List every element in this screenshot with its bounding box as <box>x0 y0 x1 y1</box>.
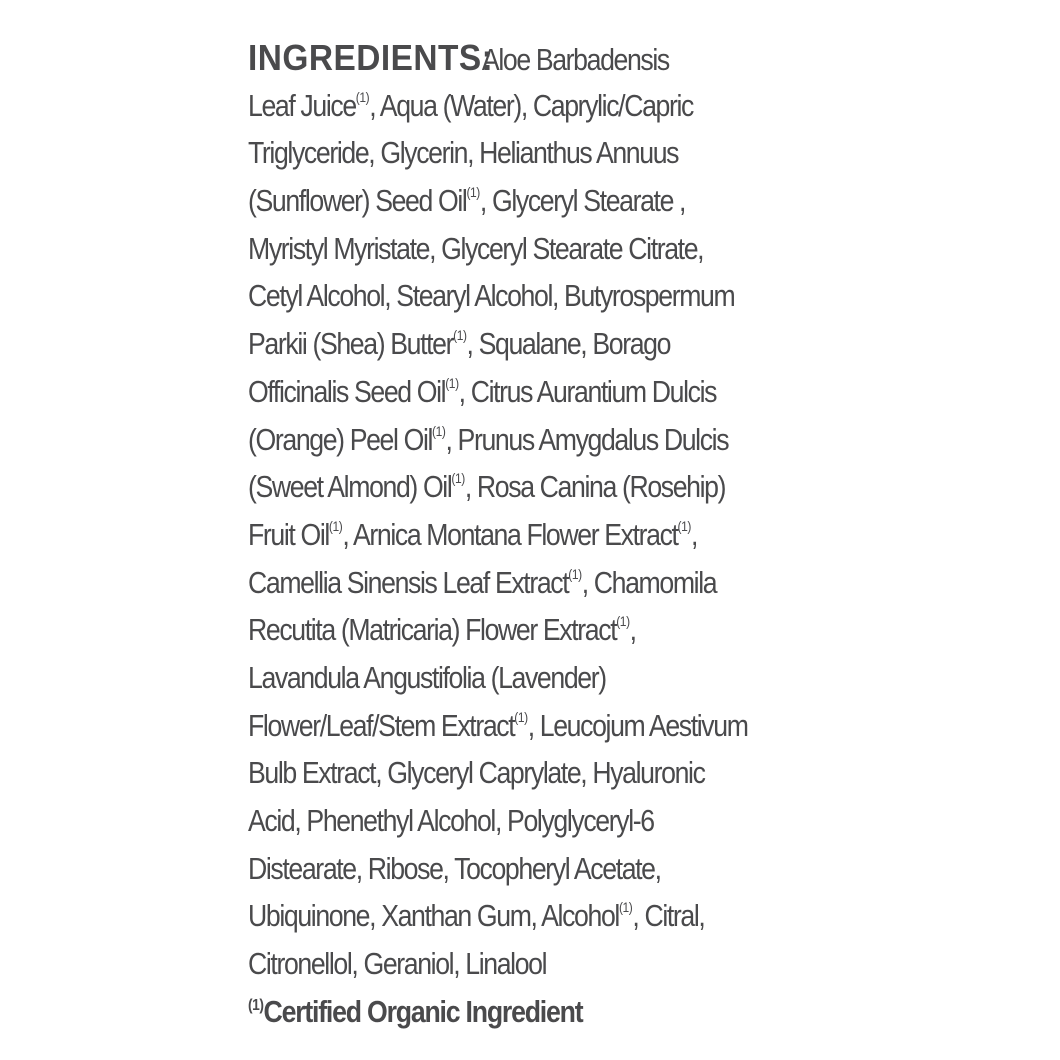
ingredient-text: , Rosa Canina (Rosehip) <box>464 469 726 505</box>
organic-marker: (1) <box>328 517 343 534</box>
ingredient-text: Officinalis Seed Oil <box>248 373 446 409</box>
ingredient-text: Fruit Oil <box>248 516 329 552</box>
ingredient-line <box>248 416 747 464</box>
ingredient-text: , Leucojum Aestivum <box>527 707 748 743</box>
ingredient-text: (Orange) Peel Oil <box>248 421 433 457</box>
ingredient-text: Parkii (Shea) Butter <box>248 326 454 362</box>
organic-marker: (1) <box>466 184 480 201</box>
ingredient-text: Recutita (Matricaria) Flower Extract <box>248 612 617 648</box>
ingredient-text: , Prunus Amygdalus Dulcis <box>445 421 729 457</box>
ingredient-text: Myristyl Myristate, Glyceryl Stearate Citrate, <box>248 230 704 266</box>
ingredient-text: Cetyl Alcohol, Stearyl Alcohol, Butyrospermum <box>248 278 735 314</box>
organic-marker: (1) <box>445 374 459 391</box>
ingredient-line <box>248 797 747 845</box>
ingredient-line <box>248 749 747 797</box>
organic-marker: (1) <box>677 517 691 534</box>
ingredient-text: Lavandula Angustifolia (Lavender) <box>248 659 606 695</box>
ingredient-text: , Aqua (Water), Caprylic/Capric <box>369 87 693 123</box>
ingredient-line <box>248 511 747 559</box>
ingredient-line <box>248 702 747 750</box>
ingredient-text: Triglyceride, Glycerin, Helianthus Annuus <box>248 135 679 171</box>
ingredient-line <box>248 654 747 702</box>
ingredient-line <box>248 606 747 654</box>
ingredient-text: Aloe Barbadensis <box>481 42 669 77</box>
ingredient-text: , <box>629 612 636 648</box>
ingredient-line <box>248 129 747 177</box>
ingredient-text: Distearate, Ribose, Tocopheryl Acetate, <box>248 850 661 886</box>
ingredient-text: , Chamomila <box>581 564 717 600</box>
ingredient-text: (Sunflower) Seed Oil <box>248 183 467 219</box>
ingredient-line <box>248 82 747 130</box>
footnote-text: Certified Organic Ingredient <box>263 993 583 1029</box>
ingredient-line <box>248 225 747 273</box>
organic-marker: (1) <box>514 708 528 725</box>
ingredient-text: , Squalane, Borago <box>466 326 671 362</box>
organic-marker: (1) <box>451 470 465 487</box>
organic-marker: (1) <box>616 613 630 630</box>
ingredient-text: Camellia Sinensis Leaf Extract <box>248 564 569 600</box>
ingredient-text: , Citral, <box>632 898 705 934</box>
ingredient-line <box>248 177 747 225</box>
ingredient-line <box>248 34 747 82</box>
ingredient-text: , Arnica Montana Flower Extract <box>342 516 678 552</box>
footnote-marker: (1) <box>248 996 264 1014</box>
organic-marker: (1) <box>453 327 467 344</box>
ingredient-text: Ubiquinone, Xanthan Gum, Alcohol <box>248 898 619 934</box>
ingredient-line <box>248 368 747 416</box>
organic-marker: (1) <box>355 88 370 105</box>
ingredient-line <box>248 892 747 940</box>
organic-marker: (1) <box>618 899 633 916</box>
ingredient-line <box>248 845 747 893</box>
ingredient-text: Acid, Phenethyl Alcohol, Polyglyceryl-6 <box>248 803 654 838</box>
ingredient-text: Bulb Extract, Glyceryl Caprylate, Hyaluronic <box>248 755 705 791</box>
ingredient-line <box>248 320 747 368</box>
heading-wrap <box>248 34 501 84</box>
ingredient-line <box>248 940 747 988</box>
ingredient-text: (Sweet Almond) Oil <box>248 469 452 505</box>
organic-marker: (1) <box>568 565 582 582</box>
ingredients-list <box>248 34 828 988</box>
ingredient-text: Leaf Juice <box>248 87 356 123</box>
ingredient-line <box>248 463 747 511</box>
ingredient-text: , Glyceryl Stearate , <box>479 183 686 219</box>
footnote <box>248 988 747 1035</box>
ingredient-line <box>248 559 747 607</box>
ingredient-text: , <box>690 516 698 552</box>
ingredients-heading: INGREDIENTS: <box>248 37 494 78</box>
ingredient-text: Citronellol, Geraniol, Linalool <box>248 946 547 982</box>
organic-marker: (1) <box>432 422 446 439</box>
ingredients-panel <box>248 34 828 1035</box>
ingredient-text: Flower/Leaf/Stem Extract <box>248 707 515 743</box>
ingredient-text: , Citrus Aurantium Dulcis <box>458 373 717 409</box>
ingredient-line <box>248 272 747 320</box>
